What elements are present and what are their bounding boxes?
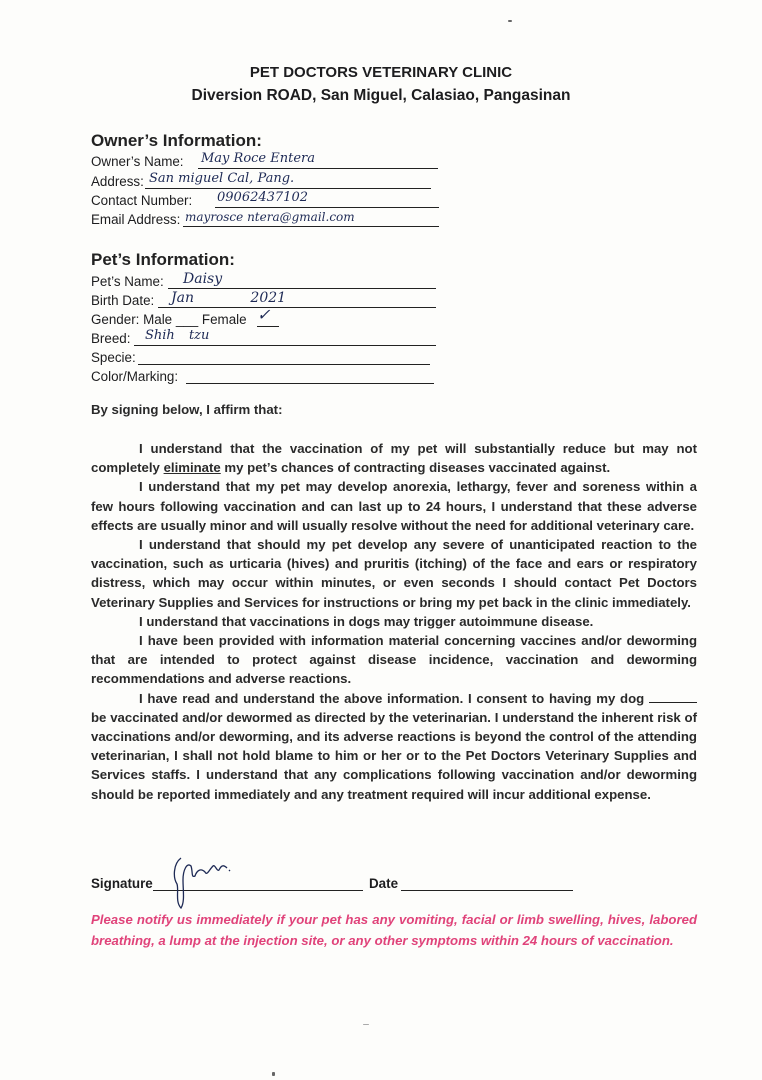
pet-name-value: Daisy [183, 271, 223, 287]
breed-row [91, 328, 210, 348]
specie-field[interactable] [138, 350, 430, 365]
pet-name-row [91, 271, 223, 291]
consent-paragraph-2: I understand that my pet may develop anorexia, lethargy, fever and soreness within a few hours following vaccination and can last up to 24 hours, I understand that these adverse effects are usually minor and will usually resolve without the need for additional veterinary care. [91, 479, 697, 533]
clinic-name: PET DOCTORS VETERINARY CLINIC [249, 64, 513, 81]
pet-name-label: Pet’s Name: [91, 274, 164, 289]
specie-row [91, 349, 136, 367]
color-marking-label: Color/Marking: [91, 369, 179, 384]
address-label: Address: [91, 174, 144, 189]
scan-speck [508, 20, 512, 22]
color-marking-field[interactable] [186, 369, 434, 384]
consent-paragraph-4: I understand that vaccinations in dogs may trigger autoimmune disease. [139, 613, 594, 629]
consent-paragraph-5: I have been provided with information material concerning vaccines and/or deworming that are intended to protect against disease incidence, vaccination and deworming recommendations and adverse reactions. [91, 633, 697, 687]
dog-name-blank[interactable] [649, 690, 697, 703]
owner-name-row [91, 151, 316, 171]
owner-name-value: May Roce Entera [201, 151, 316, 166]
color-marking-row [91, 368, 178, 386]
eliminate-word: eliminate [163, 460, 221, 476]
email-row [91, 210, 355, 229]
scan-speck [363, 1024, 369, 1025]
birth-date-label: Birth Date: [91, 293, 155, 308]
date-label: Date [369, 876, 399, 891]
contact-number-value: 09062437102 [217, 190, 308, 205]
address-row [91, 171, 295, 191]
consent-paragraph-3: I understand that should my pet develop any severe of unanticipated reaction to the vaccination, such as urticaria (hives) and pruritis (itching) of the face and ears or respiratory distress, which may occur within minutes, or even seconds I should contact Pet Doctors Veterinary Supplies and Services for instructions or bring my pet back in the clinic immediately. [91, 537, 697, 610]
clinic-address: Diversion ROAD, San Miguel, Calasiao, Pangasinan [191, 87, 571, 104]
address-value: San miguel Cal, Pang. [149, 171, 295, 186]
date-field[interactable] [401, 876, 573, 891]
signature-label: Signature [91, 876, 153, 891]
contact-number-row [91, 190, 308, 210]
email-label: Email Address: [91, 212, 181, 227]
consent-paragraph-6: I have read and understand the above information. I consent to having my dog be vaccinated and/or dewormed as directed by the veterinarian. I understand the inherent risk of vaccinations and/or deworming, and its adverse reactions is beyond the control of the attending veterinarian, I shall not hold blame to him or her or to the Pet Doctors Veterinary Supplies and Services staffs. I understand that any complications following vaccination and/or deworming should be reported immediately and any treatment required will incur additional expense. [91, 690, 697, 802]
scan-speck [272, 1072, 275, 1076]
aftercare-notice: Please notify us immediately if your pet has any vomiting, facial or limb swelling, hives, labored breathing, a lump at the injection site, or any other symptoms within 24 hours of vaccination. [91, 912, 697, 948]
handwritten-signature [169, 854, 239, 914]
birth-date-row [91, 290, 287, 310]
owner-name-label: Owner’s Name: [91, 154, 184, 169]
signature-row [91, 876, 581, 900]
consent-body [91, 439, 697, 804]
contact-number-label: Contact Number: [91, 193, 193, 208]
affirm-heading: By signing below, I affirm that: [91, 402, 283, 417]
consent-paragraph-1: I understand that the vaccination of my pet will substantially reduce but may not completely eliminate my pet’s chances of contracting diseases vaccinated against. [91, 441, 697, 476]
breed-label: Breed: [91, 331, 131, 346]
female-checkmark: ✓ [257, 305, 271, 324]
email-value: mayrosce ntera@gmail.com [185, 210, 355, 224]
birth-date-value: Jan 2021 [171, 290, 287, 306]
owner-section-title: Owner’s Information: [91, 131, 262, 150]
breed-value: Shih tzu [145, 328, 210, 343]
specie-label: Specie: [91, 350, 136, 365]
gender-label: Gender: Male ___ Female [91, 312, 247, 327]
pet-section-title: Pet’s Information: [91, 250, 235, 269]
